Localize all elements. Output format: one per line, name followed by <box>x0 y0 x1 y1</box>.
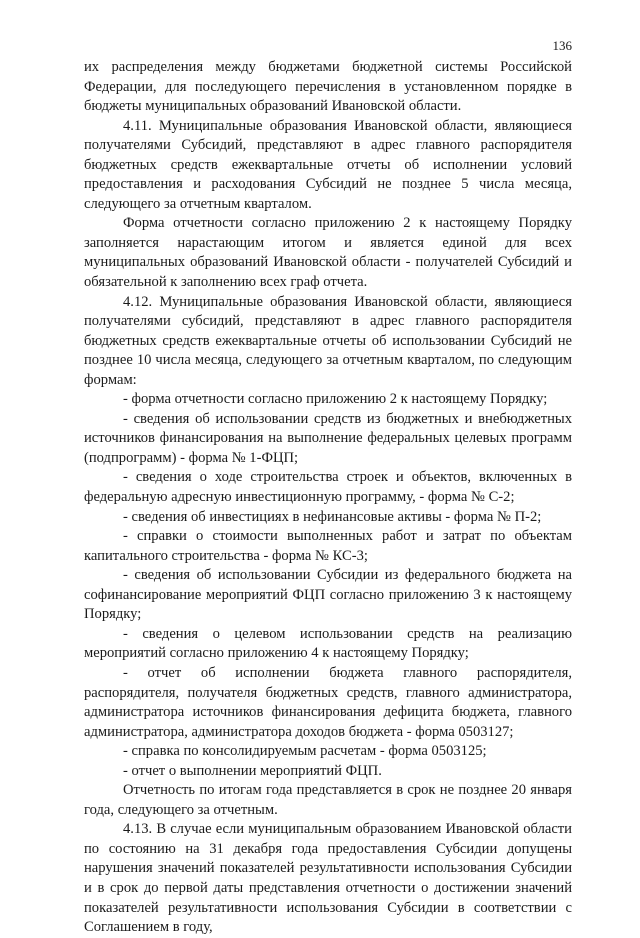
paragraph: - форма отчетности согласно приложению 2 к настоящему Порядку; <box>123 391 548 408</box>
paragraph: - справка по консолидируемым расчетам - форма 0503125; <box>123 743 487 760</box>
paragraph: - сведения о целевом использовании средств на реализацию мероприятий согласно приложению 4 к настоящему Порядку; <box>84 625 572 662</box>
paragraph: - сведения о ходе строительства строек и объектов, включенных в федеральную адресную инвестиционную программу, - форма № С-2; <box>84 469 572 506</box>
paragraph: 4.13. В случае если муниципальным образованием Ивановской области по состоянию на 31 декабря года предоставления Субсидии допущены нарушения значений показателей результативности использования Субсидии и в срок до первой даты представления отчетности о достижении значений показателей результативности использования Субсидии в соответствии с Соглашением в году, <box>84 821 572 936</box>
paragraph: 4.12. Муниципальные образования Ивановской области, являющиеся получателями субсидий, представляют в адрес главного распорядителя бюджетных средств ежеквартальные отчеты об использовании Субсидий не позднее 10 числа месяца, следующего за отчетным кварталом, по следующим формам: <box>84 293 572 388</box>
paragraph: Отчетность по итогам года представляется в срок не позднее 20 января года, следующего за отчетным. <box>84 782 572 818</box>
paragraph: - сведения об инвестициях в нефинансовые активы - форма № П-2; <box>123 508 542 525</box>
paragraph: их распределения между бюджетами бюджетной системы Российской Федерации, для последующего перечисления в установленном порядке в бюджеты муниципальных образований Ивановской области. <box>84 59 572 115</box>
paragraph: 4.11. Муниципальные образования Ивановской области, являющиеся получателями Субсидий, представляют в адрес главного распорядителя бюджетных средств ежеквартальные отчеты об исполнении условий предоставления и расходования Субсидий не позднее 5 числа месяца, следующего за отчетным кварталом. <box>84 117 572 212</box>
paragraph: Форма отчетности согласно приложению 2 к настоящему Порядку заполняется нарастающим итогом и является единой для всех муниципальных образований Ивановской области - получателей Субсидий и обязательной к заполнению всех граф отчета. <box>84 215 572 291</box>
document-body <box>84 58 572 938</box>
paragraph: - сведения об использовании Субсидии из федерального бюджета на софинансирование мероприятий ФЦП согласно приложению 3 к настоящему Порядку; <box>84 567 572 623</box>
paragraph: - сведения об использовании средств из бюджетных и внебюджетных источников финансирования на выполнение федеральных целевых программ (подпрограмм) - форма № 1-ФЦП; <box>84 410 572 466</box>
paragraph: - отчет о выполнении мероприятий ФЦП. <box>123 762 382 779</box>
paragraph: - отчет об исполнении бюджета главного распорядителя, распорядителя, получателя бюджетных средств, главного администратора, администратора источников финансирования дефицита бюджета, главного администратора, администратора доходов бюджета - форма 0503127; <box>84 664 572 740</box>
page-number: 136 <box>552 38 572 53</box>
paragraph: - справки о стоимости выполненных работ и затрат по объектам капитального строительства - форма № КС-3; <box>84 528 572 564</box>
